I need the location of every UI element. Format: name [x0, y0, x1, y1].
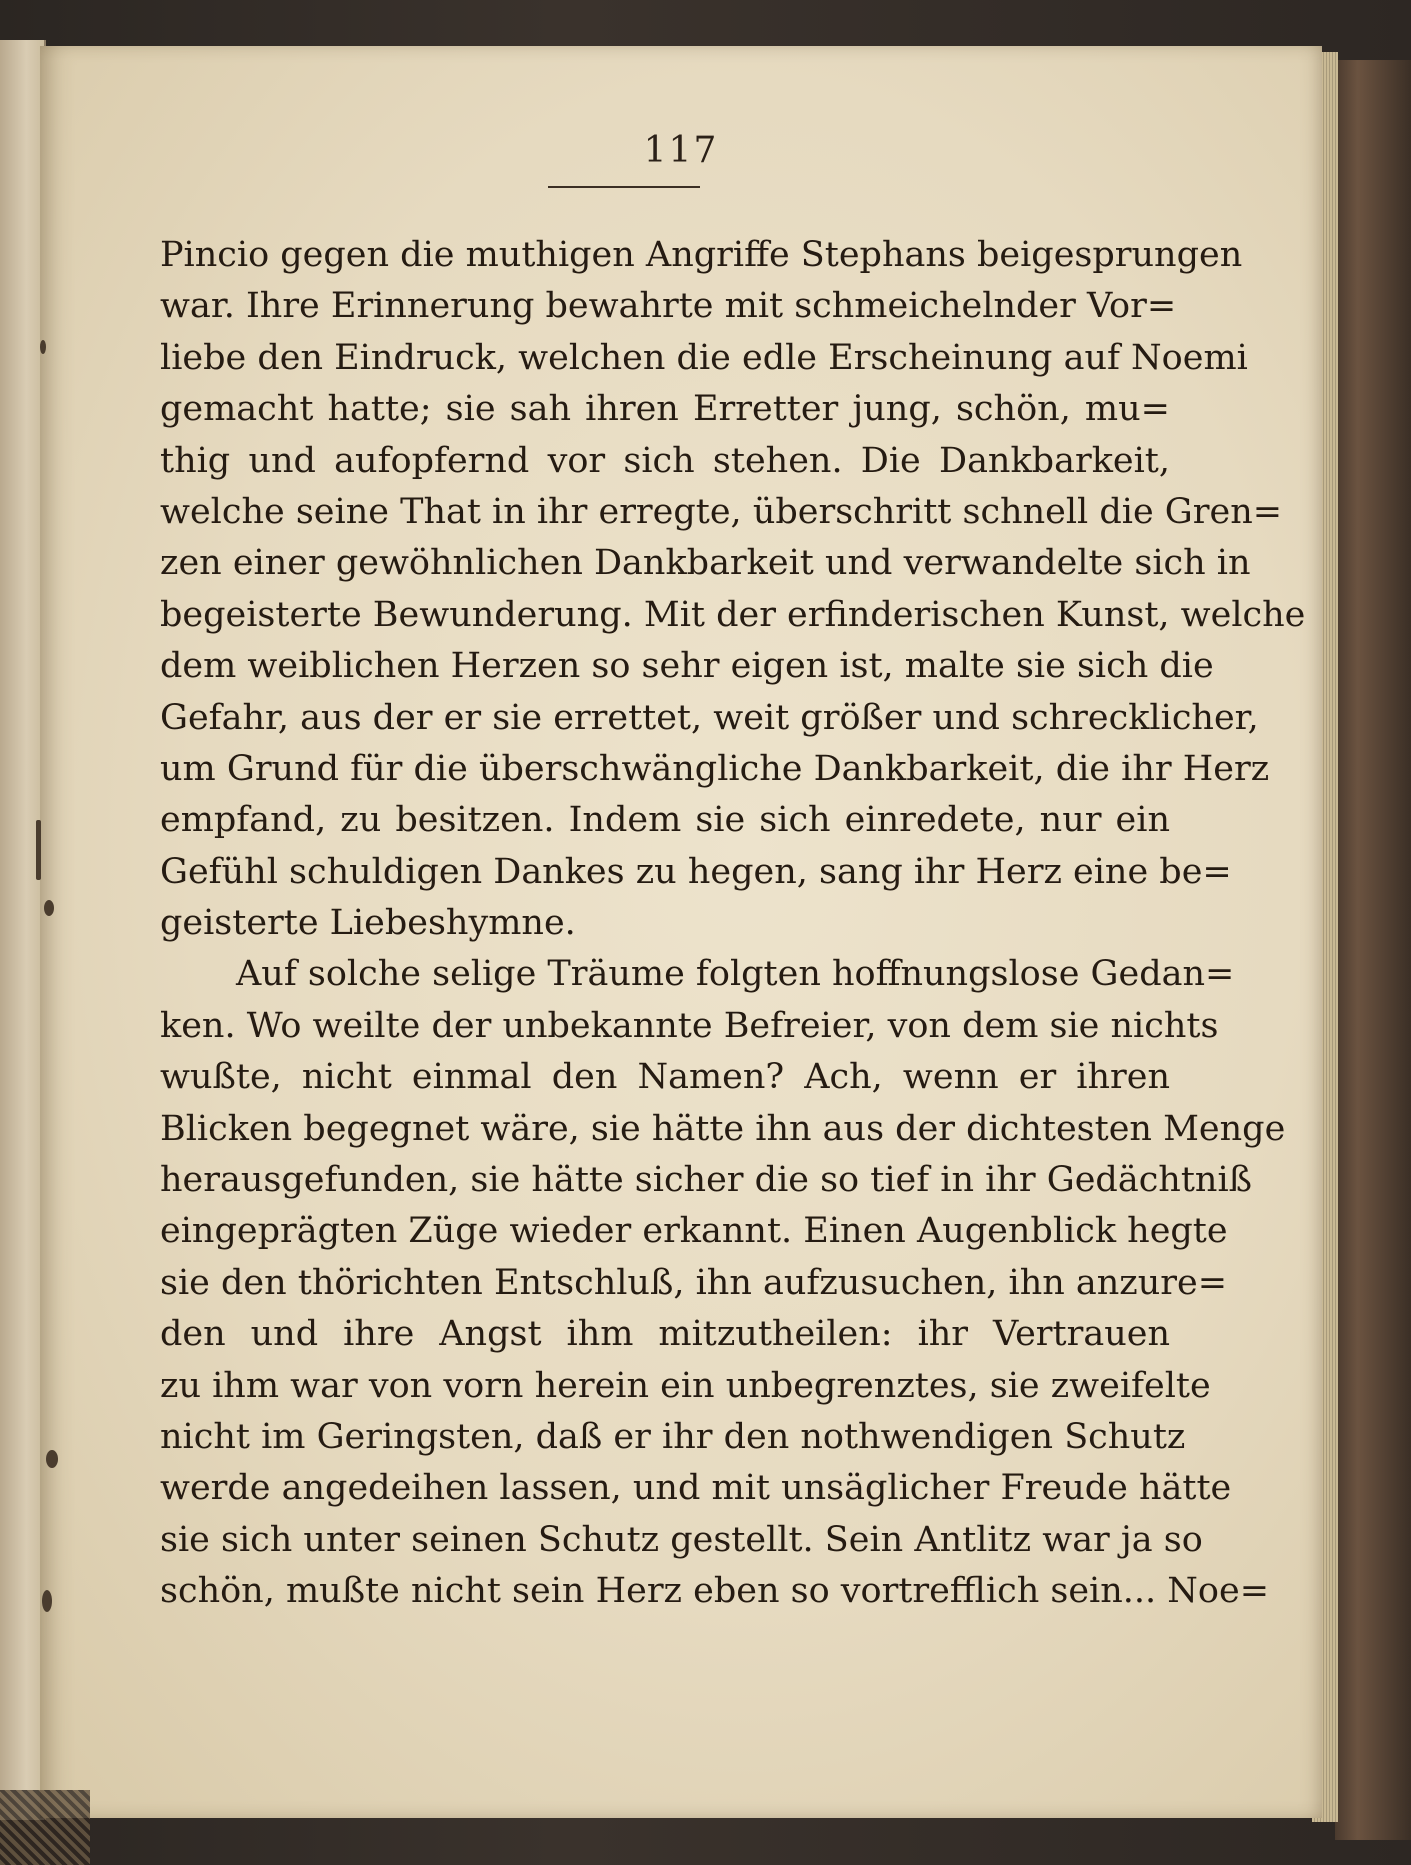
text-line: Blicken begegnet wäre, sie hätte ihn aus der dichtesten Menge	[160, 1108, 1286, 1149]
text-line: eingeprägten Züge wieder erkannt. Einen Augenblick hegte	[160, 1211, 1228, 1252]
text-line: nicht im Geringsten, daß er ihr den nothwendigen Schutz	[160, 1416, 1186, 1457]
text-line: Pincio gegen die muthigen Angriffe Stephans beigesprungen	[160, 235, 1243, 275]
text-line: begeisterte Bewunderung. Mit der erfinderischen Kunst, welche	[160, 594, 1306, 635]
text-line: um Grund für die überschwängliche Dankbarkeit, die ihr Herz	[160, 748, 1270, 789]
text-line: thig und aufopfernd vor sich stehen. Die Dankbarkeit,	[160, 440, 1170, 481]
text-line: gemacht hatte; sie sah ihren Erretter jung, schön, mu=	[160, 389, 1170, 430]
book-page	[40, 46, 1322, 1818]
margin-speck	[36, 820, 41, 880]
text-line: geisterte Liebeshymne.	[160, 903, 576, 944]
text-line: liebe den Eindruck, welchen die edle Erscheinung auf Noemi	[160, 337, 1248, 378]
body-text	[160, 230, 1306, 1618]
text-line: zu ihm war von vorn herein ein unbegrenztes, sie zweifelte	[160, 1365, 1211, 1406]
text-line: Gefühl schuldigen Dankes zu hegen, sang ihr Herz eine be=	[160, 851, 1232, 892]
binding-thread	[0, 1790, 90, 1865]
margin-speck	[42, 1590, 52, 1612]
text-line: schön, mußte nicht sein Herz eben so vortrefflich sein... Noe=	[160, 1571, 1270, 1612]
text-line: wußte, nicht einmal den Namen? Ach, wenn er ihren	[160, 1057, 1170, 1098]
paragraph-start-line: Auf solche selige Träume folgten hoffnungslose Gedan=	[236, 954, 1235, 995]
text-line: den und ihre Angst ihm mitzutheilen: ihr Vertrauen	[160, 1314, 1170, 1355]
book-cover-spine	[1335, 60, 1411, 1840]
text-line: ken. Wo weilte der unbekannte Befreier, von dem sie nichts	[160, 1005, 1219, 1046]
text-line: sie den thörichten Entschluß, ihn aufzusuchen, ihn anzure=	[160, 1262, 1228, 1303]
margin-speck	[46, 1450, 58, 1468]
margin-speck	[44, 900, 54, 916]
page-number: 117	[643, 130, 719, 171]
header-rule	[548, 186, 700, 188]
text-line: zen einer gewöhnlichen Dankbarkeit und verwandelte sich in	[160, 543, 1251, 584]
text-line: welche seine That in ihr erregte, überschritt schnell die Gren=	[160, 491, 1283, 532]
text-line: sie sich unter seinen Schutz gestellt. Sein Antlitz war ja so	[160, 1519, 1203, 1560]
text-line: war. Ihre Erinnerung bewahrte mit schmeichelnder Vor=	[160, 286, 1177, 327]
text-line: Gefahr, aus der er sie errettet, weit größer und schrecklicher,	[160, 697, 1259, 738]
margin-speck	[40, 340, 46, 354]
text-line: dem weiblichen Herzen so sehr eigen ist, malte sie sich die	[160, 646, 1214, 687]
text-line: herausgefunden, sie hätte sicher die so tief in ihr Gedächtniß	[160, 1160, 1253, 1201]
text-line: empfand, zu besitzen. Indem sie sich einredete, nur ein	[160, 800, 1170, 841]
text-line: werde angedeihen lassen, und mit unsäglicher Freude hätte	[160, 1468, 1232, 1509]
